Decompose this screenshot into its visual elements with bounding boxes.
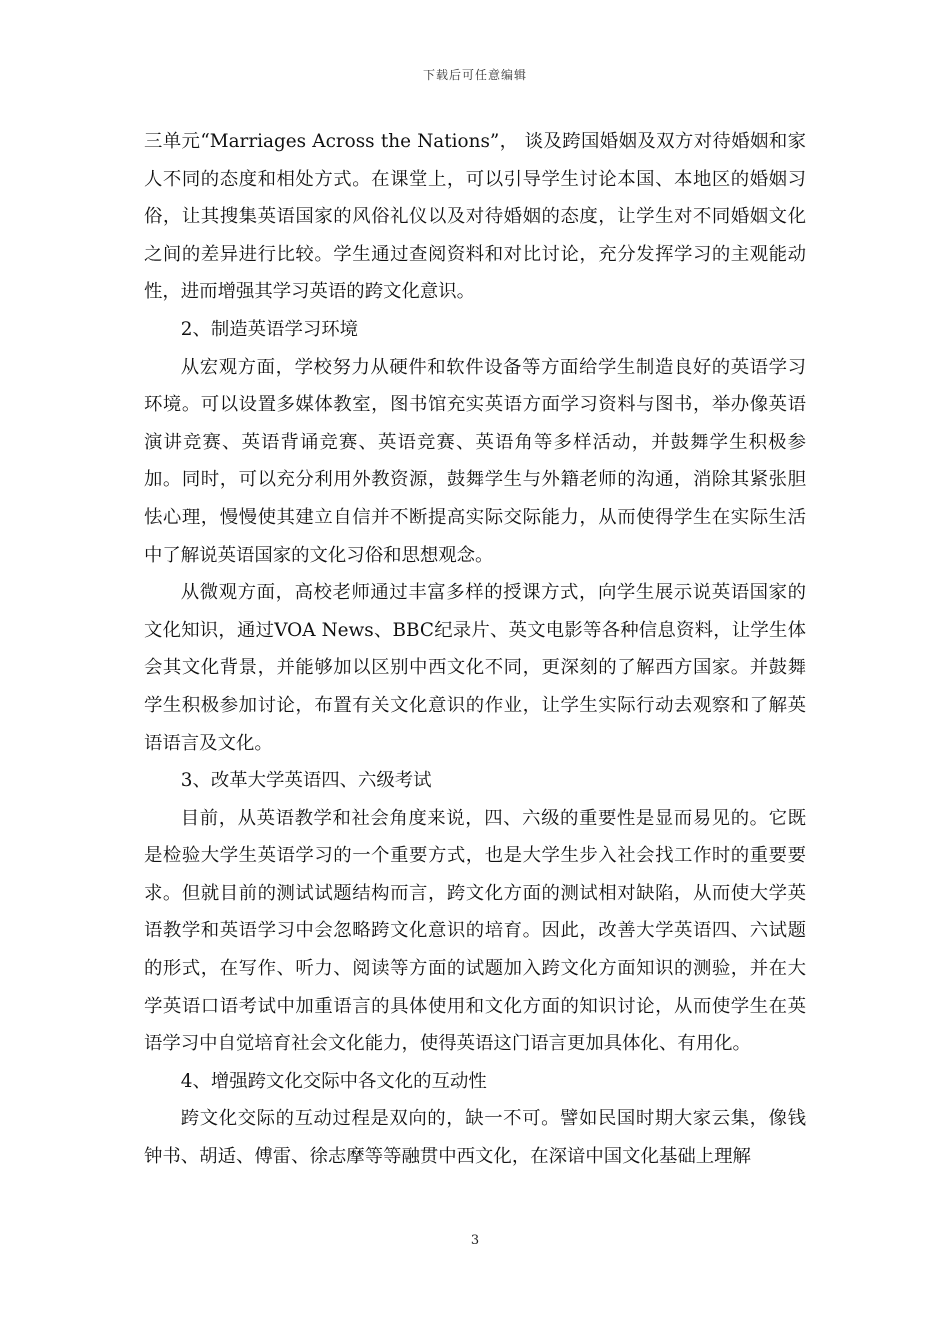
- section-heading-3: 3、改革大学英语四、六级考试: [180, 770, 432, 792]
- body-text: [144, 123, 806, 1176]
- page-number: 3: [470, 1233, 480, 1248]
- section-heading-4: 4、增强跨文化交际中各文化的互动性: [180, 1070, 487, 1092]
- paragraph-continuation: 三单元“Marriages Across the Nations”， 谈及跨国婚姻及双方对待婚姻和家人不同的态度和相处方式。在课堂上，可以引导学生讨论本国、本地区的婚姻习俗，让其搜集英语国家的风俗礼仪以及对待婚姻的态度，让学生对不同婚姻文化之间的差异进行比较。学生通过查阅资料和对比讨论，充分发挥学习的主观能动性，进而增强其学习英语的跨文化意识。: [144, 131, 806, 303]
- section-heading-2: 2、制造英语学习环境: [180, 318, 359, 340]
- page-header: 下载后可任意编辑: [422, 68, 527, 82]
- paragraph-micro: 从微观方面，高校老师通过丰富多样的授课方式，向学生展示说英语国家的文化知识，通过VOA News、BBC纪录片、英文电影等各种信息资料，让学生体会其文化背景，并能够加以区别中西文化不同，更深刻的了解西方国家。并鼓舞学生积极参加讨论，布置有关文化意识的作业，让学生实际行动去观察和了解英语语言及文化。: [144, 582, 806, 754]
- paragraph-exam: 目前，从英语教学和社会角度来说，四、六级的重要性是显而易见的。它既是检验大学生英语学习的一个重要方式，也是大学生步入社会找工作时的重要要求。但就目前的测试试题结构而言，跨文化方面的测试相对缺陷，从而使大学英语教学和英语学习中会忽略跨文化意识的培育。因此，改善大学英语四、六试题的形式，在写作、听力、阅读等方面的试题加入跨文化方面知识的测验，并在大学英语口语考试中加重语言的具体使用和文化方面的知识讨论，从而使学生在英语学习中自觉培育社会文化能力，使得英语这门语言更加具体化、有用化。: [144, 807, 806, 1055]
- paragraph-interaction: 跨文化交际的互动过程是双向的，缺一不可。譬如民国时期大家云集，像钱钟书、胡适、傅雷、徐志摩等等融贯中西文化，在深谙中国文化基础上理解: [144, 1108, 806, 1168]
- paragraph-macro: 从宏观方面，学校努力从硬件和软件设备等方面给学生制造良好的英语学习环境。可以设置多媒体教室，图书馆充实英语方面学习资料与图书，举办像英语演讲竞赛、英语背诵竞赛、英语竞赛、英语角等多样活动，并鼓舞学生积极参加。同时，可以充分利用外教资源，鼓舞学生与外籍老师的沟通，消除其紧张胆怯心理，慢慢使其建立自信并不断提高实际交际能力，从而使得学生在实际生活中了解说英语国家的文化习俗和思想观念。: [144, 356, 806, 566]
